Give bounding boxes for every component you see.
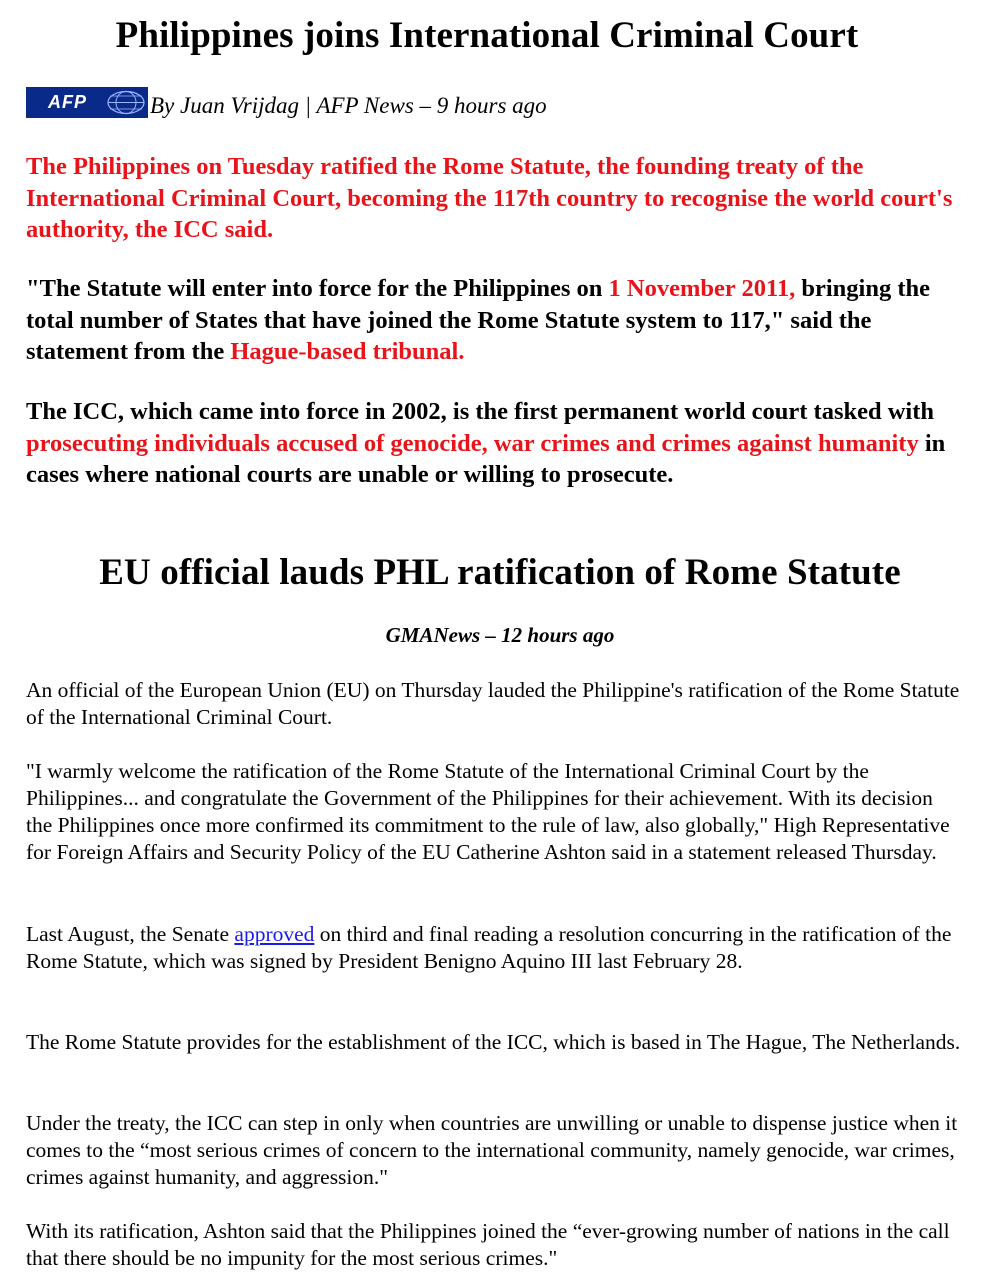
afp-logo xyxy=(26,87,148,118)
icc-text-red: prosecuting individuals accused of genocide, war crimes and crimes against humanity xyxy=(26,429,919,457)
article2-title: EU official lauds PHL ratification of Rome Statute xyxy=(99,552,901,593)
quote-text-a: "The Statute will enter into force for the Philippines on xyxy=(26,275,609,302)
article1-title: Philippines joins International Criminal Court xyxy=(115,15,859,56)
article2-paragraph-6: With its ratification, Ashton said that the Philippines joined the “ever-growing number of nations in the call that there should be no impunity for the most serious crimes." xyxy=(26,1219,950,1270)
p3-text-b: on third and final reading a resolution concurring in the ratification of the Rome Statute, which was signed by President Benigno Aquino III last February 28. xyxy=(26,922,952,973)
article2-paragraph-2: "I warmly welcome the ratification of the Rome Statute of the International Criminal Court by the Philippines... and congratulate the Government of the Philippines for their achievement. With its decision the Philippines once more confirmed its commitment to the rule of law, also globally," High Representative for Foreign Affairs and Security Policy of the EU Catherine Ashton said in a statement released Thursday. xyxy=(26,759,950,864)
p3-text-a: Last August, the Senate xyxy=(26,922,235,946)
icc-text-a: The ICC, which came into force in 2002, is the first permanent world court tasked with xyxy=(26,398,935,425)
article1-icc-paragraph xyxy=(26,396,956,491)
article2-paragraph-5: Under the treaty, the ICC can step in only when countries are unwilling or unable to dispense justice when it comes to the “most serious crimes of concern to the international community, namely genocide, war crimes, crimes against humanity, and aggression." xyxy=(26,1111,958,1189)
quote-date: 1 November 2011, xyxy=(608,275,796,302)
article1-lead: The Philippines on Tuesday ratified the Rome Statute, the founding treaty of the International Criminal Court, becoming the 117th country to recognise the world court's authority, the ICC said. xyxy=(26,153,953,243)
quote-text-b: bringing the total number of States that have joined the Rome Statute system to 117," said the statement from the xyxy=(26,275,931,365)
article1-byline xyxy=(26,84,547,118)
quote-tribunal: Hague-based tribunal. xyxy=(230,338,465,365)
icc-text-b: in cases where national courts are unable or willing to prosecute. xyxy=(26,429,946,488)
article2-paragraph-4: The Rome Statute provides for the establishment of the ICC, which is based in The Hague, The Netherlands. xyxy=(26,1030,961,1054)
article2-paragraph-3 xyxy=(26,921,961,975)
byline-text: By Juan Vrijdag | AFP News – 9 hours ago xyxy=(150,93,547,118)
afp-globe-icon xyxy=(26,87,148,118)
article2-source: GMANews – 12 hours ago xyxy=(385,623,615,647)
article2-paragraph-1: An official of the European Union (EU) on Thursday lauded the Philippine's ratification of the Rome Statute of the International Criminal Court. xyxy=(26,678,960,729)
article1-quote-paragraph xyxy=(26,273,956,368)
afp-logo-text: AFP xyxy=(48,92,87,112)
approved-link[interactable]: approved xyxy=(234,922,315,946)
